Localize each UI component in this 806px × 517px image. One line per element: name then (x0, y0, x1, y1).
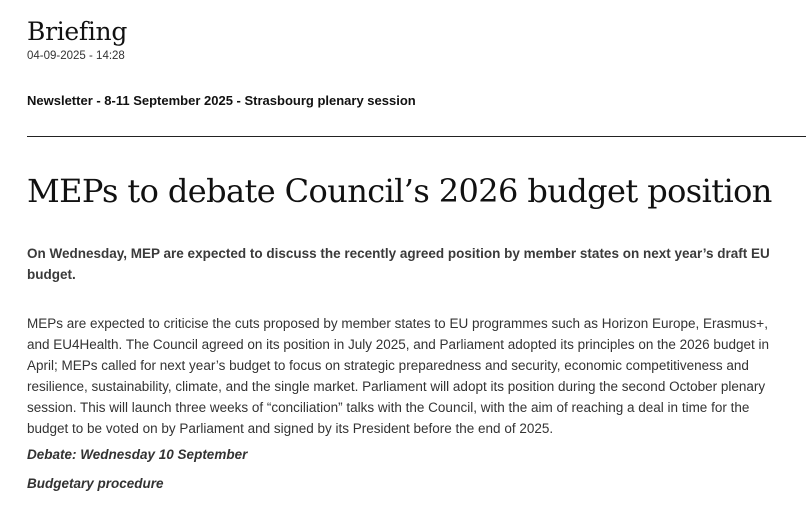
publish-date: 04-09-2025 - 14:28 (27, 50, 125, 62)
debate-date: Debate: Wednesday 10 September (27, 447, 248, 462)
section-kicker: Briefing (27, 17, 128, 46)
article-title: MEPs to debate Council’s 2026 budget position (27, 172, 772, 210)
budgetary-procedure-link[interactable]: Budgetary procedure (27, 476, 164, 491)
article-body: MEPs are expected to criticise the cuts proposed by member states to EU programmes such as Horizon Europe, Erasmus+, and EU4Health. The Council agreed on its position in July 2025, and Parliament adopted its principles on the 2026 budget in April; MEPs called for next year’s budget to focus on strategic preparedness and security, economic competitiveness and resilience, sustainability, climate, and the single market. Parliament will adopt its position during the second October plenary session. This will launch three weeks of “conciliation” talks with the Council, with the aim of reaching a deal in time for the budget to be voted on by Parliament and signed by its President before the end of 2025. (27, 316, 769, 436)
newsletter-label: Newsletter - 8-11 September 2025 - Strasbourg plenary session (27, 93, 416, 108)
article-lead: On Wednesday, MEP are expected to discuss the recently agreed position by member states on next year’s draft EU budget. (27, 246, 770, 282)
divider (27, 136, 806, 137)
